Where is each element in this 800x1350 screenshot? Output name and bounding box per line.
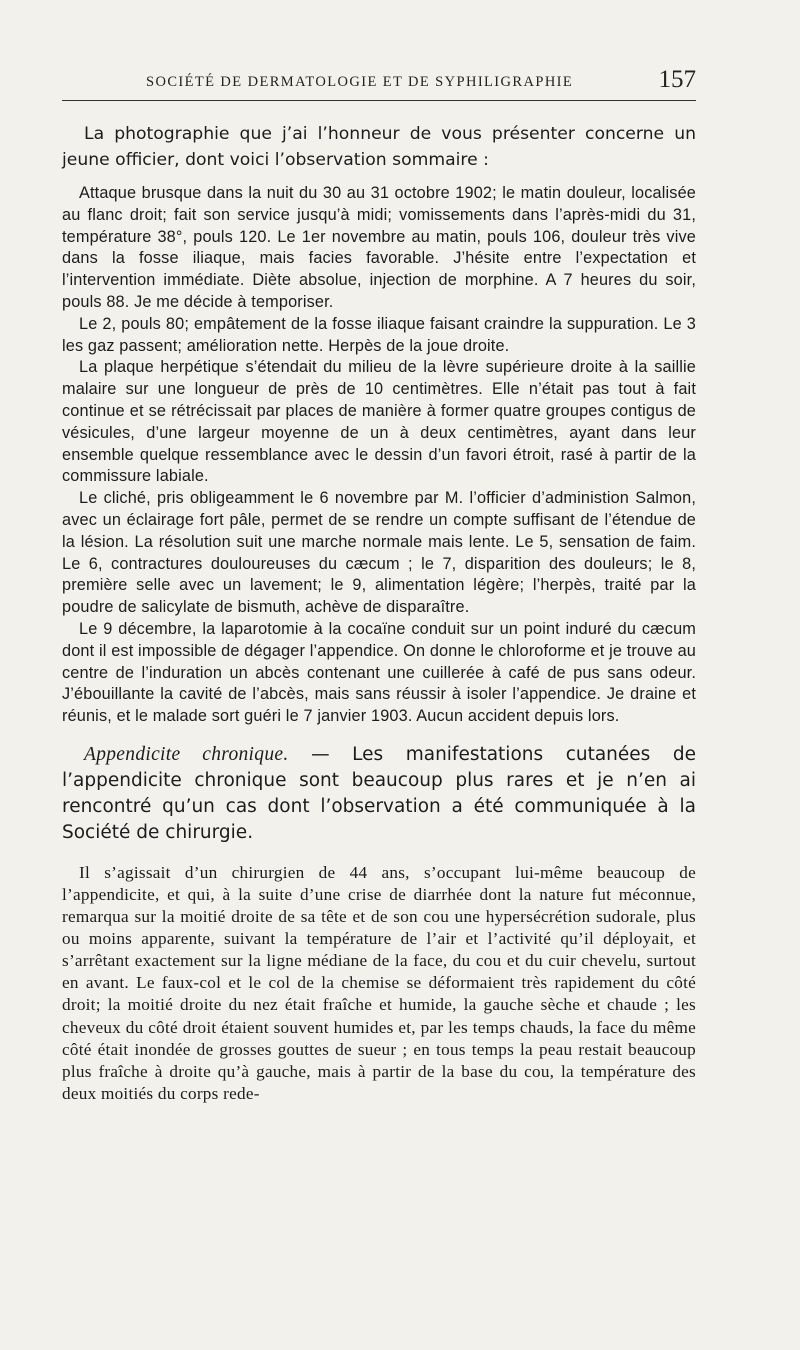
section-paragraph xyxy=(62,742,696,846)
section-heading: Appendicite chronique. xyxy=(84,743,289,765)
observation-paragraph: Attaque brusque dans la nuit du 30 au 31 octobre 1902; le matin douleur, localisée au flanc droit; fait son service jusqu’à midi; vomissements dans l’après-midi du 31, température 38°, pouls 120. Le 1er novembre au matin, pouls 106, douleur très vive dans la fosse iliaque, mais facies favorable. J’hésite entre l’expectation et l’intervention immédiate. Diète absolue, injection de morphine. A 7 heures du soir, pouls 88. Je me décide à temporiser. xyxy=(62,184,696,311)
observation-paragraph: Le 9 décembre, la laparotomie à la cocaïne conduit sur un point induré du cæcum dont il est impossible de dégager l’appendice. On donne le chloroforme et je trouve au centre de l’induration un abcès contenant une cuillerée à café de pus sans odeur. J’ébouillante la cavité de l’abcès, mais sans réussir à isoler l’appendice. Je draine et réunis, et le malade sort guéri le 7 janvier 1903. Aucun accident depuis lors. xyxy=(62,619,696,726)
observation-paragraph: La plaque herpétique s’étendait du milieu de la lèvre supérieure droite à la saillie malaire sur une longueur de près de 10 centimètres. Elle n’était pas tout à fait continue et se rétrécissait par places de manière à former quatre groupes contigus de vésicules, d’une largeur moyenne de un à deux centimètres, ayant dans leur ensemble quelque ressemblance avec le dessin d’un favori étroit, rasé à partir de la commissure labiale. xyxy=(62,358,696,486)
observation-paragraph: Le cliché, pris obligeamment le 6 novembre par M. l’officier d’administion Salmon, avec un éclairage fort pâle, permet de se rendre un compte suffisant de l’étendue de la lésion. La résolution suit une marche normale mais lente. Le 5, sensation de faim. Le 6, contractures douloureuses du cæcum ; le 7, disparition des douleurs; le 8, première selle avec un lavement; le 9, alimentation légère; l’herpès, traité par la poudre de salicylate de bismuth, achève de disparaître. xyxy=(62,489,696,617)
intro-paragraph: La photographie que j’ai l’honneur de vous présenter concerne un jeune officier, dont voici l’observation sommaire : xyxy=(62,124,696,170)
page xyxy=(62,62,696,1330)
final-paragraph: Il s’agissait d’un chirurgien de 44 ans, s’occupant lui-même beaucoup de l’appendicite, et qui, à la suite d’une crise de diarrhée dont la nature fut méconnue, remarqua sur la moitié droite de sa tête et de son cou une hypersécrétion sudorale, plus ou moins apparente, suivant la température de l’air et l’activité qu’il déployait, et s’arrêtant exactement sur la ligne médiane de la face, du cou et du cuir chevelu, surtout en avant. Le faux-col et le col de la chemise se déformaient très rapidement du côté droit; la moitié droite du nez était fraîche et humide, la gauche sèche et chaude ; les cheveux du côté droit étaient souvent humides et, par les temps chauds, la face du même côté était inondée de grosses gouttes de sueur ; en tous temps la peau restait beaucoup plus fraîche à droite qu’à gauche, mais à partir de la base du cou, la température des deux moitiés du corps rede- xyxy=(62,862,696,1103)
observation-paragraph: Le 2, pouls 80; empâtement de la fosse iliaque faisant craindre la suppuration. Le 3 les gaz passent; amélioration nette. Herpès de la joue droite. xyxy=(62,314,696,355)
page-number: 157 xyxy=(658,66,696,93)
running-title: SOCIÉTÉ DE DERMATOLOGIE ET DE SYPHILIGRAPHIE xyxy=(146,74,574,90)
section-text: — Les manifestations cutanées de l’appendicite chronique sont beaucoup plus rares et je n’en ai rencontré qu’un cas dont l’observation a été communiquée à la Société de chirurgie. xyxy=(62,743,696,843)
observation-block xyxy=(62,183,696,728)
running-header xyxy=(62,62,696,101)
